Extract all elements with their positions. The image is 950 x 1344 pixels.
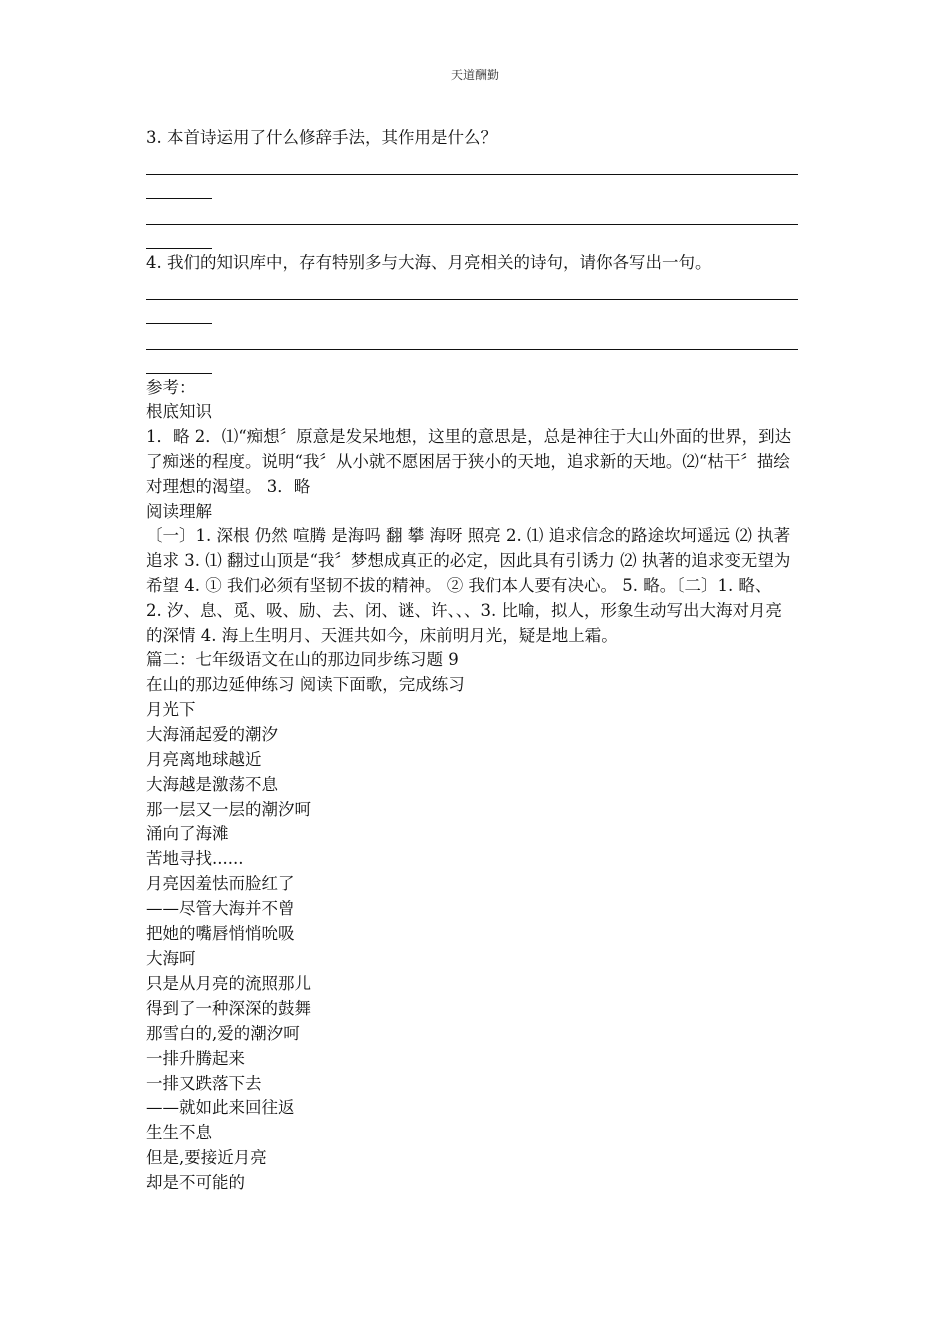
page-header: 天道酬勤: [450, 68, 499, 82]
basic-knowledge-title: 根底知识: [146, 402, 212, 422]
poem-line: 却是不可能的: [146, 1173, 245, 1193]
section2-title: 篇二：七年级语文在山的那边同步练习题 9: [146, 650, 459, 670]
answer-blank: [146, 276, 798, 326]
poem-line: 生生不息: [146, 1123, 212, 1143]
question-3: 3. 本首诗运用了什么修辞手法，其作用是什么？: [146, 128, 497, 147]
reading-answers-2: 2. 汐、息、觅、吸、励、去、闭、谜、许、、、3. 比喻，拟人，形象生动写出大海对月亮的深情 4. 海上生明月、天涯共如今，床前明月光，疑是地上霜。: [146, 600, 782, 645]
poem-line: 月亮离地球越近: [146, 749, 262, 769]
poem-line: 一排升腾起来: [146, 1048, 245, 1068]
answers-heading: 参考：: [146, 377, 196, 397]
poem-line: 一排又跌落下去: [146, 1073, 262, 1093]
poem-line: 那一层又一层的潮汐呵: [146, 799, 311, 819]
poem-line: 把她的嘴唇悄悄吮吸: [146, 924, 295, 944]
document-body: [146, 126, 798, 1196]
poem-line: 大海呵: [146, 949, 196, 969]
question-4: 4. 我们的知识库中，存有特别多与大海、月亮相关的诗句，请你各写出一句。: [146, 252, 712, 272]
poem-line: 那雪白的,爱的潮汐呵: [146, 1023, 300, 1043]
reading-title: 阅读理解: [146, 501, 212, 521]
poem-line: 月亮因羞怯而脸红了: [146, 874, 295, 894]
poem-line: ——就如此来回往返: [146, 1098, 295, 1118]
poem-line: ——尽管大海并不曾: [146, 899, 295, 919]
answer-blank: [146, 151, 798, 201]
reading-answers-1: 〔一〕1. 深根 仍然 喧腾 是海吗 翻 攀 海呀 照亮 2. ⑴ 追求信念的路途坎坷遥远 ⑵ 执著追求 3. ⑴ 翻过山顶是“我〞梦想成真正的必定，因此具有引诱力 ⑵ 执著的追求变无望为希望 4. ① 我们必须有坚韧不拔的精神。 ② 我们本人要有决心。 5. 略。〔二〕1. 略、: [146, 526, 791, 595]
section2-instruction: 在山的那边延伸练习 阅读下面歌，完成练习: [146, 675, 465, 695]
poem-line: 涌向了海滩: [146, 824, 229, 844]
poem: [146, 698, 798, 1196]
basic-knowledge-text: 1．略 2．⑴“痴想〞原意是发呆地想，这里的意思是，总是神往于大山外面的世界，到达了痴迷的程度。说明“我〞从小就不愿困居于狭小的天地，追求新的天地。⑵“枯干〞描绘对理想的渴望。 3．略: [146, 427, 792, 496]
poem-line: 只是从月亮的流照那儿: [146, 973, 311, 993]
poem-line: 大海涌起爱的潮汐: [146, 724, 278, 744]
answer-blank: [146, 326, 798, 376]
poem-line: 得到了一种深深的鼓舞: [146, 998, 311, 1018]
poem-line: 大海越是激荡不息: [146, 774, 278, 794]
poem-title: 月光下: [146, 699, 196, 719]
answer-blank: [146, 201, 798, 251]
poem-line: 但是,要接近月亮: [146, 1148, 267, 1168]
poem-line: 苦地寻找......: [146, 849, 244, 869]
